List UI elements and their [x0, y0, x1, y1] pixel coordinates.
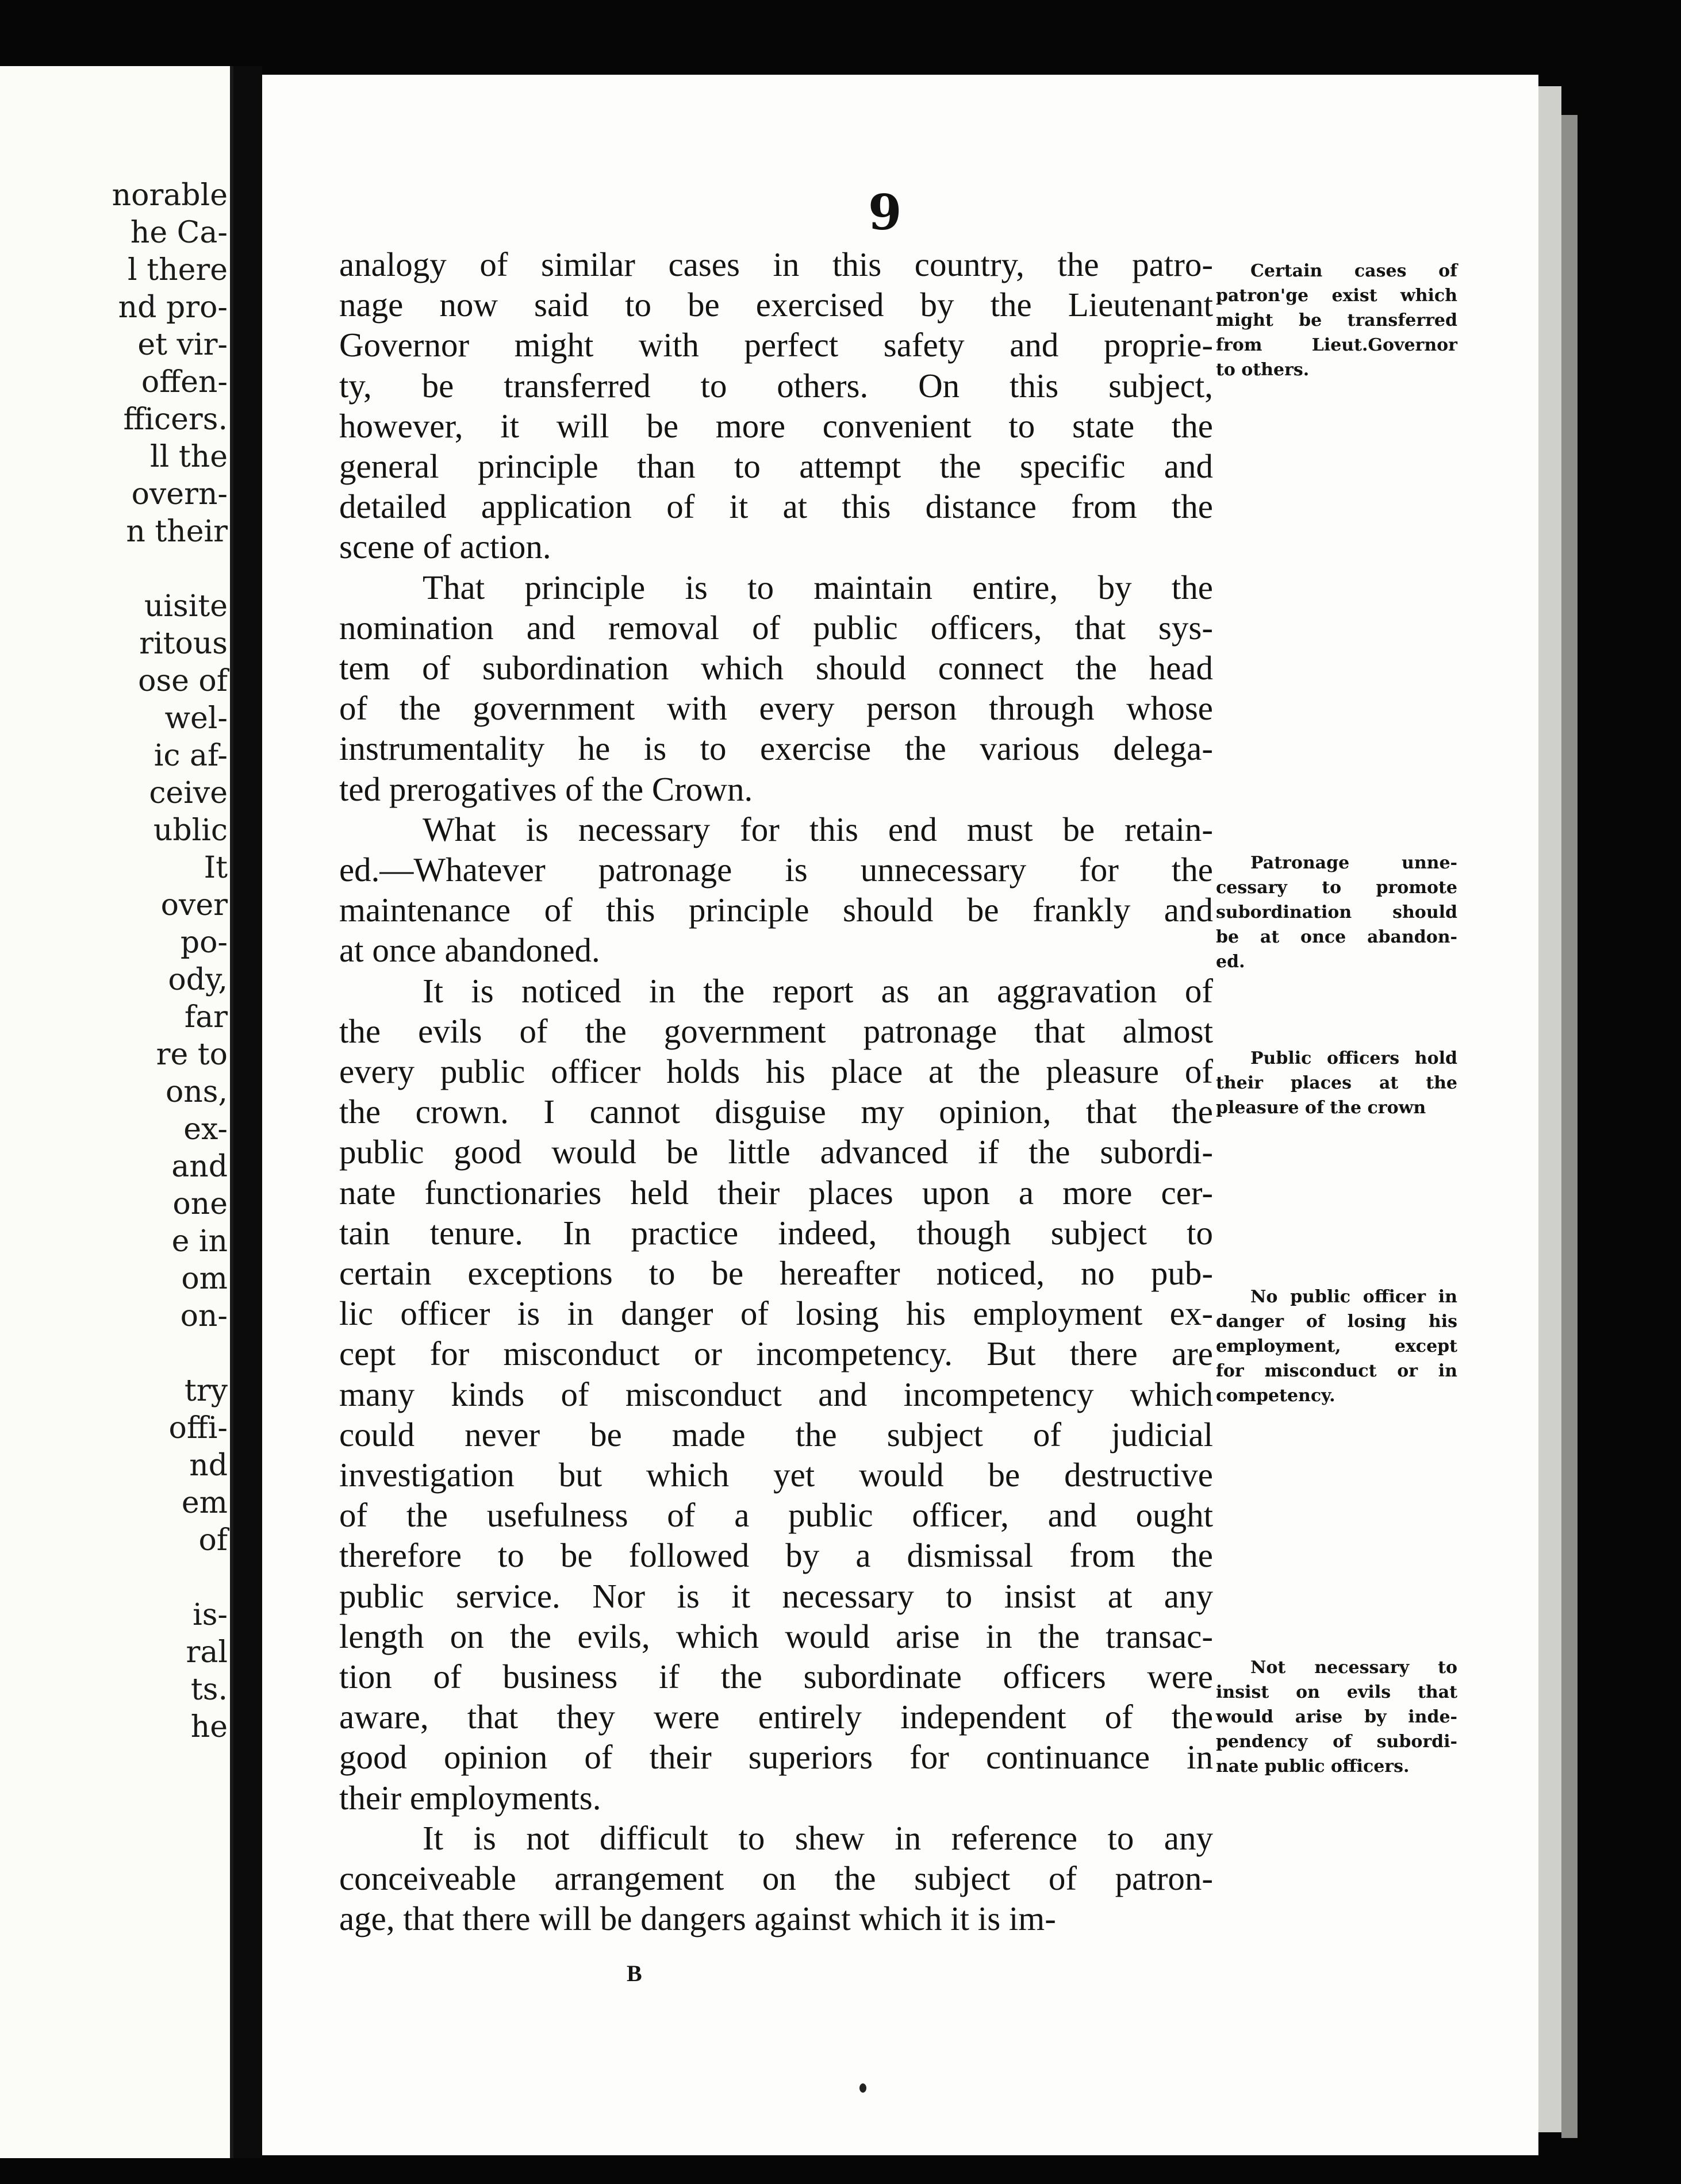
marginal-note-line: patron'ge exist which [1216, 286, 1457, 306]
text-line: however, it will be more convenient to state the [339, 406, 1213, 445]
text-line: tem of subordination which should connect the head [339, 649, 1213, 687]
text-line: length on the evils, which would arise in the transac- [339, 1617, 1213, 1655]
marginal-note [1216, 259, 1457, 382]
text-line: tion of business if the subordinate officers were [339, 1658, 1213, 1695]
left-page-fragment: ral [186, 1635, 228, 1670]
signature-mark: B [627, 1960, 642, 1986]
text-line: nate functionaries held their places upon a more cer- [339, 1173, 1213, 1212]
text-line: nomination and removal of public officers, that sys- [339, 608, 1213, 647]
left-page-fragment: norable [112, 178, 228, 213]
text-line: investigation but which yet would be destructive [339, 1456, 1213, 1494]
text-line: public good would be little advanced if the subordi- [339, 1133, 1213, 1171]
text-line: Governor might with perfect safety and proprie- [339, 326, 1213, 364]
left-page-fragment: offen- [141, 365, 228, 399]
marginal-note-line: subordination should [1216, 902, 1457, 922]
text-line: maintenance of this principle should be frankly and [339, 891, 1213, 929]
left-page-fragment: overn- [131, 477, 228, 512]
text-line: the evils of the government patronage that almost [339, 1012, 1213, 1050]
marginal-note-line: danger of losing his [1216, 1312, 1457, 1332]
text-line: ty, be transferred to others. On this subject, [339, 366, 1213, 405]
left-page-fragment: ll the [150, 440, 228, 474]
ink-spot [859, 2083, 866, 2093]
marginal-note [1216, 1655, 1457, 1779]
text-line: at once abandoned. [339, 931, 600, 970]
text-line: certain exceptions to be hereafter noticed, no pub- [339, 1254, 1213, 1292]
marginal-note-line: to others. [1216, 360, 1310, 380]
left-page-fragment: po- [180, 925, 228, 960]
text-line: therefore to be followed by a dismissal from the [339, 1536, 1213, 1575]
left-page-fragment: one [172, 1187, 228, 1221]
marginal-note-line: No public officer in [1250, 1287, 1457, 1307]
text-line: That principle is to maintain entire, by the [423, 568, 1213, 606]
text-line: analogy of similar cases in this country, the patro- [339, 245, 1213, 283]
text-line: tain tenure. In practice indeed, though subject to [339, 1213, 1213, 1252]
text-line: lic officer is in danger of losing his employment ex- [339, 1294, 1213, 1333]
text-line: aware, that they were entirely independent of the [339, 1698, 1213, 1736]
marginal-note [1216, 1285, 1457, 1408]
left-page-fragment: far [184, 1000, 228, 1035]
left-page-fragment: ody, [168, 963, 228, 997]
left-page-fragment: em [181, 1486, 228, 1520]
left-page-fragment: of [198, 1523, 228, 1558]
text-line: of the usefulness of a public officer, and ought [339, 1496, 1213, 1535]
marginal-note-line: cessary to promote [1216, 878, 1457, 898]
left-page-fragment: on- [180, 1299, 228, 1333]
book-gutter [233, 66, 262, 2158]
text-line: age, that there will be dangers against which it is im- [339, 1900, 1056, 1938]
text-line: could never be made the subject of judicial [339, 1415, 1213, 1454]
marginal-note-line: Not necessary to [1250, 1658, 1457, 1678]
marginal-note-line: competency. [1216, 1386, 1335, 1406]
left-page-fragment: is- [193, 1598, 228, 1632]
marginal-note-line: Patronage unne- [1250, 853, 1457, 873]
left-page-fragment: l there [128, 253, 228, 287]
marginal-note-line: might be transferred [1216, 310, 1457, 330]
text-line: many kinds of misconduct and incompetency which [339, 1375, 1213, 1413]
marginal-note-line: from Lieut.Governor [1216, 335, 1457, 355]
marginal-note-line: employment, except [1216, 1336, 1457, 1356]
left-facing-page [0, 66, 233, 2158]
text-line: ted prerogatives of the Crown. [339, 770, 753, 808]
text-line: public service. Nor is it necessary to insist at any [339, 1577, 1213, 1615]
left-page-fragment: uisite [144, 589, 228, 624]
left-page-fragment: n their [126, 514, 228, 549]
left-page-fragment: ublic [153, 813, 228, 848]
text-line: conceiveable arrangement on the subject of patron- [339, 1859, 1213, 1897]
left-page-fragment: e in [171, 1224, 228, 1259]
text-line: every public officer holds his place at the pleasure of [339, 1052, 1213, 1090]
marginal-note-line: pleasure of the crown [1216, 1098, 1426, 1118]
text-line: It is not difficult to shew in reference to any [423, 1818, 1213, 1857]
marginal-note-line: pendency of subordi- [1216, 1732, 1457, 1752]
marginal-note-line: would arise by inde- [1216, 1707, 1457, 1727]
marginal-note [1216, 851, 1457, 974]
left-page-fragment: ose of [138, 664, 228, 698]
text-line: scene of action. [339, 528, 551, 566]
text-line: What is necessary for this end must be retain- [423, 810, 1213, 848]
marginal-note-line: ed. [1216, 952, 1245, 972]
page-number: 9 [868, 184, 902, 241]
marginal-note-line: insist on evils that [1216, 1682, 1457, 1702]
text-line: cept for misconduct or incompetency. But there are [339, 1335, 1213, 1373]
left-page-fragment: nd [189, 1448, 228, 1483]
left-page-fragment: over [160, 888, 228, 922]
page-edge [1538, 86, 1561, 2132]
left-page-fragment: ceive [149, 776, 228, 810]
left-page-fragment: ex- [183, 1112, 228, 1147]
text-line: general principle than to attempt the specific and [339, 447, 1213, 485]
left-page-fragment: ons, [165, 1075, 228, 1109]
left-page-fragment: nd pro- [118, 290, 228, 325]
marginal-note-line: for misconduct or in [1216, 1361, 1457, 1381]
text-line: good opinion of their superiors for continuance in [339, 1738, 1213, 1777]
left-page-fragment: re to [156, 1037, 228, 1072]
marginal-note [1216, 1046, 1457, 1120]
left-page-fragment: wel- [164, 701, 228, 736]
marginal-note-line: Public officers hold [1250, 1048, 1457, 1068]
marginal-note-line: Certain cases of [1250, 261, 1457, 281]
text-line: of the government with every person through whose [339, 689, 1213, 728]
text-line: nage now said to be exercised by the Lieutenant [339, 286, 1213, 324]
left-page-fragment: he Ca- [130, 216, 228, 250]
page-edge-shadow [1561, 115, 1578, 2138]
text-line: ed.—Whatever patronage is unnecessary for the [339, 851, 1213, 889]
text-line: the crown. I cannot disguise my opinion, that the [339, 1093, 1213, 1131]
left-page-fragment: offi- [168, 1411, 228, 1445]
left-page-fragment: fficers. [123, 402, 228, 437]
left-page-fragment: try [184, 1374, 228, 1408]
left-page-fragment: ts. [190, 1672, 228, 1707]
left-page-fragment: he [190, 1710, 228, 1744]
marginal-note-line: nate public officers. [1216, 1756, 1410, 1777]
text-line: It is noticed in the report as an aggravation of [423, 971, 1213, 1010]
left-page-fragment: ritous [139, 626, 228, 661]
text-line: their employments. [339, 1778, 601, 1817]
left-page-fragment: ic af- [153, 739, 228, 773]
left-page-fragment: et vir- [137, 328, 228, 362]
text-line: instrumentality he is to exercise the various delega- [339, 729, 1213, 768]
text-line: detailed application of it at this distance from the [339, 487, 1213, 526]
marginal-note-line: be at once abandon- [1216, 927, 1457, 947]
marginal-note-line: their places at the [1216, 1073, 1457, 1093]
left-page-fragment: and [171, 1149, 228, 1184]
left-page-fragment: It [204, 851, 228, 885]
left-page-fragment: om [181, 1262, 228, 1296]
